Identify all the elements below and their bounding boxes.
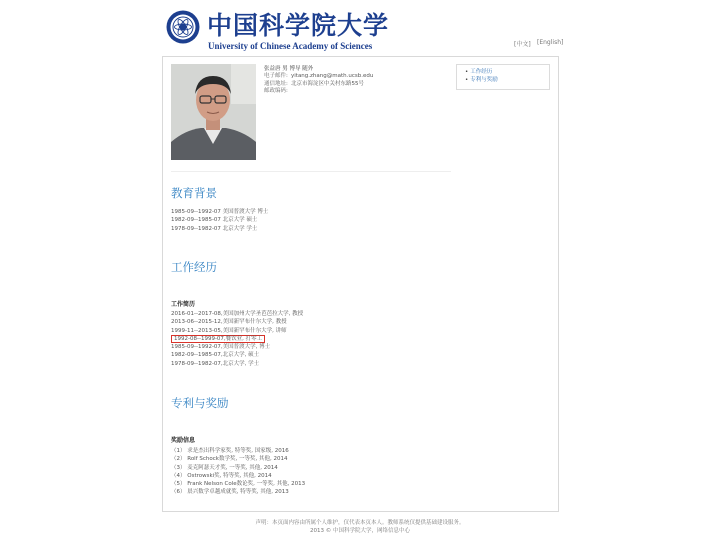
list-item: 1982-09--1985-07,北京大学, 硕士 bbox=[171, 352, 260, 359]
education-list bbox=[171, 208, 268, 233]
list-item: （6） 晨兴数学卓越成就奖, 特等奖, 其他, 2013 bbox=[171, 489, 289, 496]
ucas-emblem-icon bbox=[166, 10, 200, 44]
list-item: （4） Ostrowski奖, 特等奖, 其他, 2014 bbox=[171, 472, 272, 479]
list-item: （1） 求是杰出科学家奖, 特等奖, 国家级, 2016 bbox=[171, 448, 289, 454]
list-item: 1985-09--1992-07,美国普渡大学, 博士 bbox=[171, 344, 271, 351]
awards-list bbox=[171, 447, 305, 497]
list-item: 1999-11--2013-05,美国新罕布什尔大学, 讲师 bbox=[171, 327, 287, 334]
footer-disclaimer: 声明：本页面内容由所属个人维护，仅代表本页本人。教师系统仅提供基础建设服务。 bbox=[255, 520, 465, 526]
logo-english-name: University of Chinese Academy of Sciences bbox=[208, 41, 373, 51]
list-item: （5） Frank Nelson Cole数论奖, 一等奖, 其他, 2013 bbox=[171, 481, 306, 488]
profile-page bbox=[162, 56, 559, 512]
list-item: 1978-09--1982-07,北京大学, 学士 bbox=[171, 360, 260, 367]
list-item: 2016-01--2017-08,美国加州大学圣芭芭拉大学, 教授 bbox=[171, 311, 304, 317]
postcode-row bbox=[264, 88, 373, 95]
postcode-label: 邮政编码: bbox=[264, 88, 288, 95]
profile-divider bbox=[171, 171, 451, 172]
page-footer bbox=[0, 519, 720, 535]
list-item: 1978-09--1982-07 北京大学 学士 bbox=[171, 225, 258, 232]
work-list bbox=[171, 310, 303, 368]
email-row bbox=[264, 73, 373, 80]
highlight-box: 1992-08--1999-07,餐饮业, 打零工 bbox=[171, 335, 265, 343]
list-item: 2013-06--2015-12,美国新罕布什尔大学, 教授 bbox=[171, 319, 287, 326]
email-value[interactable]: yitang.zhang@math.ucsb.edu bbox=[291, 73, 374, 80]
side-nav bbox=[456, 64, 550, 90]
awards-title: 专利与奖励 bbox=[171, 396, 229, 410]
work-subtitle: 工作简历 bbox=[171, 301, 196, 308]
address-label: 通信地址: bbox=[264, 80, 288, 87]
education-title: 教育背景 bbox=[171, 186, 217, 200]
list-item: 1985-09--1992-07 美国普渡大学 博士 bbox=[171, 209, 269, 215]
logo-chinese-name: 中国科学院大学 bbox=[207, 11, 390, 40]
side-nav-awards-link[interactable]: • 专利与奖励 bbox=[465, 77, 549, 85]
profile-name-line: 张益唐 男 博导 随外 bbox=[264, 66, 314, 72]
side-nav-work-link[interactable]: • 工作经历 bbox=[465, 69, 549, 77]
list-item: （2） Rolf Schock数学奖, 一等奖, 其他, 2014 bbox=[171, 456, 288, 463]
address-value: 北京市海淀区中关村东路55号 bbox=[291, 80, 364, 87]
lang-chinese-link[interactable]: [中文] bbox=[514, 41, 531, 48]
work-title: 工作经历 bbox=[171, 260, 217, 274]
profile-photo bbox=[171, 64, 256, 160]
email-label: 电子邮件: bbox=[264, 73, 288, 80]
awards-subtitle: 奖励信息 bbox=[171, 437, 196, 444]
list-item-highlighted bbox=[171, 335, 303, 343]
site-header bbox=[162, 8, 564, 56]
lang-english-link[interactable]: [English] bbox=[537, 39, 564, 46]
profile-info bbox=[264, 66, 373, 96]
list-item: 1982-09--1985-07 北京大学 硕士 bbox=[171, 217, 258, 224]
list-item: （3） 麦克阿瑟天才奖, 一等奖, 其他, 2014 bbox=[171, 464, 278, 471]
footer-copyright: 2013 © 中国科学院大学，网络信息中心 bbox=[310, 528, 410, 534]
